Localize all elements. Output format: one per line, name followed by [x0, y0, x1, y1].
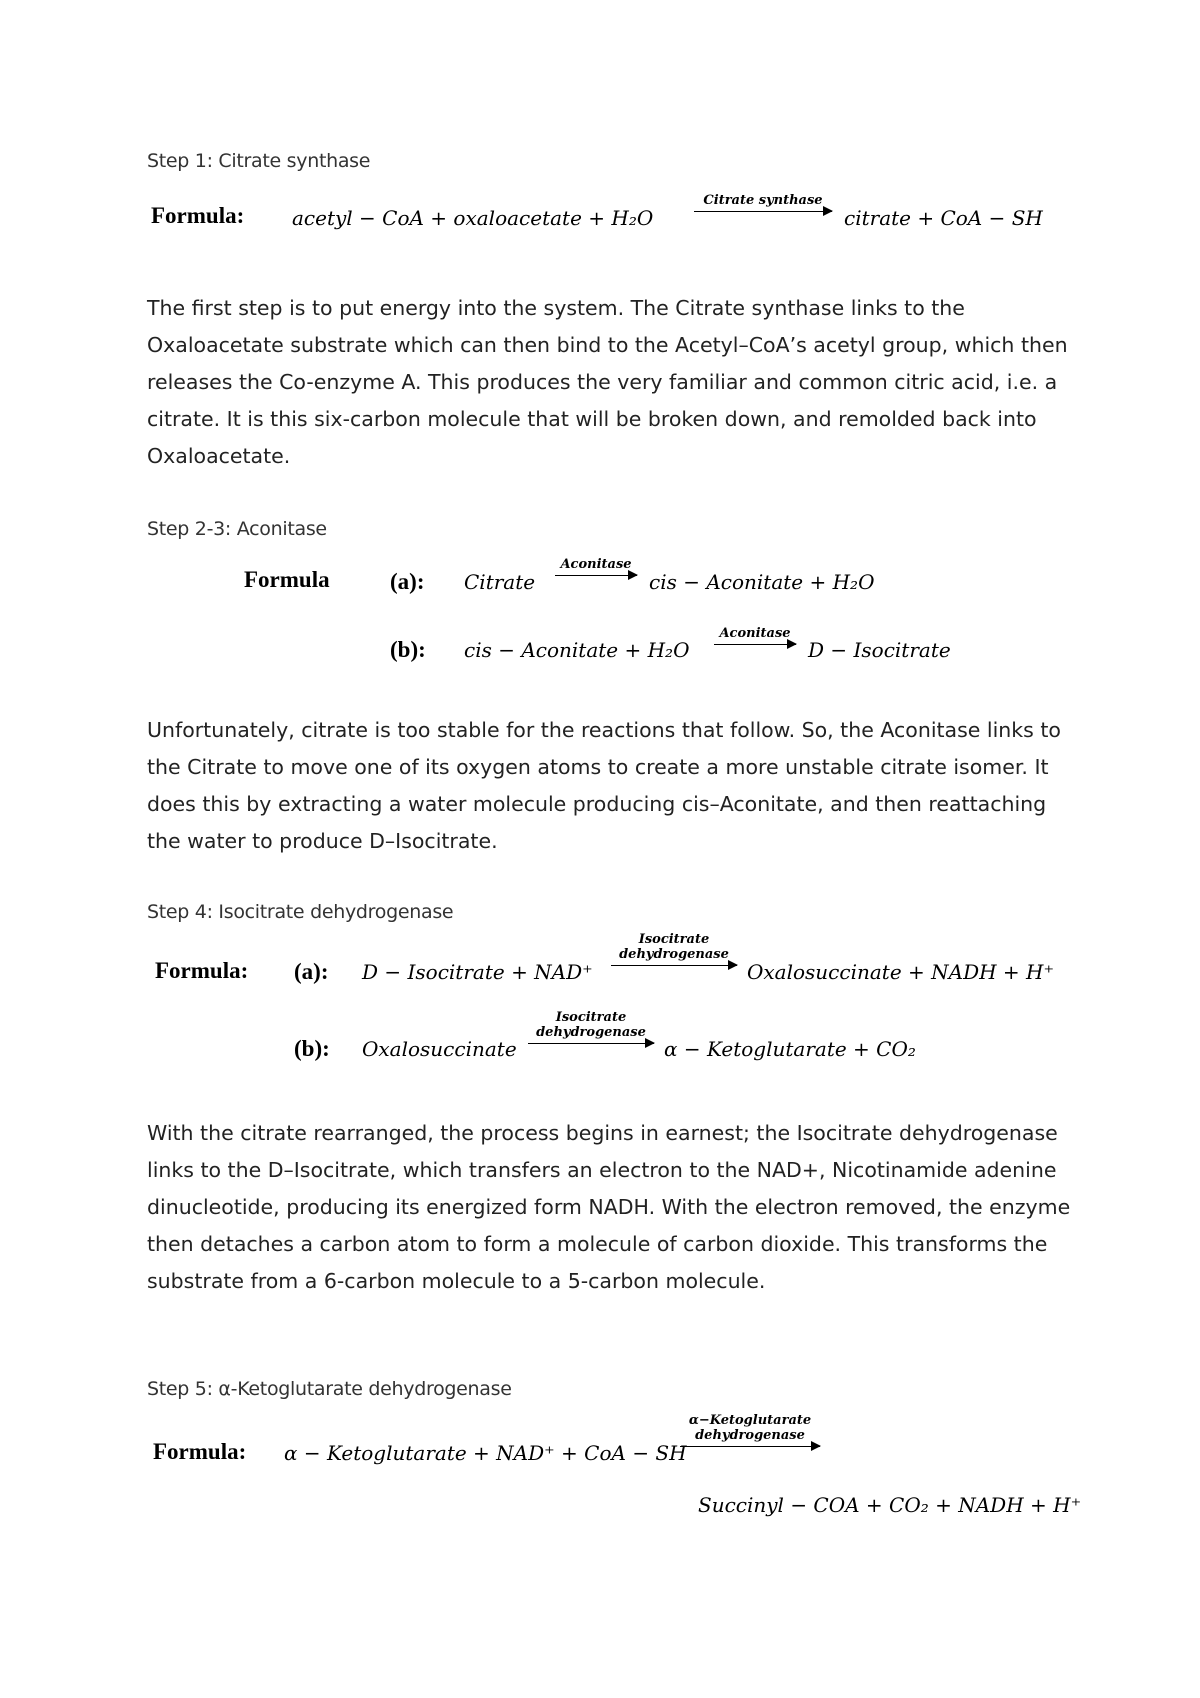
step4-a-lhs: D − Isocitrate + NAD⁺ — [362, 960, 593, 984]
step2-b-enzyme-label: Aconitase — [719, 626, 791, 641]
step4-paragraph: With the citrate rearranged, the process begins in earnest; the Isocitrate dehydrogenase links to the D–Isocitrate, which transfers an electron to the NAD+, Nicotinamide adenine dinucleotide, producing its energized form NADH. With the electron removed, the enzyme then detaches a carbon atom to form a molecule of carbon dioxide. This transforms the substrate from a 6-carbon molecule to a 5-carbon molecule. — [147, 1121, 1071, 1293]
step4-b-label: (b): — [294, 1036, 330, 1061]
step2-b-rhs: D − Isocitrate — [808, 638, 951, 662]
step2-b-lhs: cis − Aconitate + H₂O — [464, 638, 690, 662]
step5-enzyme-line1: α−Ketoglutarate — [688, 1413, 812, 1428]
step4-formula-label: Formula: — [155, 958, 249, 983]
step4-heading: Step 4: Isocitrate dehydrogenase — [147, 901, 454, 923]
step2-a-reaction-arrow — [555, 557, 637, 576]
step4-b-enzyme-line2: dehydrogenase — [536, 1025, 646, 1040]
step1-equation-rhs: citrate + CoA − SH — [844, 206, 1043, 230]
step1-heading: Step 1: Citrate synthase — [147, 150, 371, 172]
step2-a-enzyme-label: Aconitase — [560, 557, 632, 572]
step4-b-reaction-arrow — [528, 1010, 654, 1044]
step2-b-label: (b): — [390, 637, 426, 662]
step2-a-label: (a): — [390, 569, 425, 594]
step5-equation-lhs: α − Ketoglutarate + NAD⁺ + CoA − SH — [284, 1441, 687, 1465]
step4-b-lhs: Oxalosuccinate — [362, 1037, 517, 1061]
step4-a-enzyme-line1: Isocitrate — [638, 932, 710, 947]
step2-a-lhs: Citrate — [464, 570, 536, 594]
step5-formula-label: Formula: — [153, 1439, 247, 1464]
step2-b-reaction-arrow — [714, 626, 796, 645]
step2-formula-label: Formula — [244, 567, 330, 592]
step1-enzyme-label: Citrate synthase — [703, 193, 823, 208]
step4-a-rhs: Oxalosuccinate + NADH + H⁺ — [747, 960, 1055, 984]
step2-paragraph: Unfortunately, citrate is too stable for the reactions that follow. So, the Aconitase links to the Citrate to move one of its oxygen atoms to create a more unstable citrate isomer. It does this by extracting a water molecule producing cis–Aconitate, and then reattaching the water to produce D–Isocitrate. — [147, 718, 1061, 853]
step5-heading: Step 5: α-Ketoglutarate dehydrogenase — [147, 1378, 512, 1400]
step1-equation-lhs: acetyl − CoA + oxaloacetate + H₂O — [292, 206, 654, 230]
step4-a-enzyme-line2: dehydrogenase — [619, 947, 729, 962]
step5-enzyme-line2: dehydrogenase — [695, 1428, 805, 1443]
step4-a-label: (a): — [294, 959, 329, 984]
step2-heading: Step 2-3: Aconitase — [147, 518, 327, 540]
step2-a-rhs: cis − Aconitate + H₂O — [649, 570, 875, 594]
step4-b-enzyme-line1: Isocitrate — [555, 1010, 627, 1025]
step1-reaction-arrow — [694, 193, 832, 212]
step4-b-rhs: α − Ketoglutarate + CO₂ — [664, 1037, 916, 1061]
step5-reaction-arrow — [680, 1413, 820, 1447]
step4-a-reaction-arrow — [611, 932, 737, 966]
step1-paragraph: The first step is to put energy into the system. The Citrate synthase links to the Oxaloacetate substrate which can then bind to the Acetyl–CoA’s acetyl group, which then releases the Co-enzyme A. This produces the very familiar and common citric acid, i.e. a citrate. It is this six-carbon molecule that will be broken down, and remolded back into Oxaloacetate. — [147, 296, 1068, 468]
step1-formula-label: Formula: — [151, 203, 245, 228]
step5-equation-rhs: Succinyl − COA + CO₂ + NADH + H⁺ — [698, 1493, 1082, 1517]
